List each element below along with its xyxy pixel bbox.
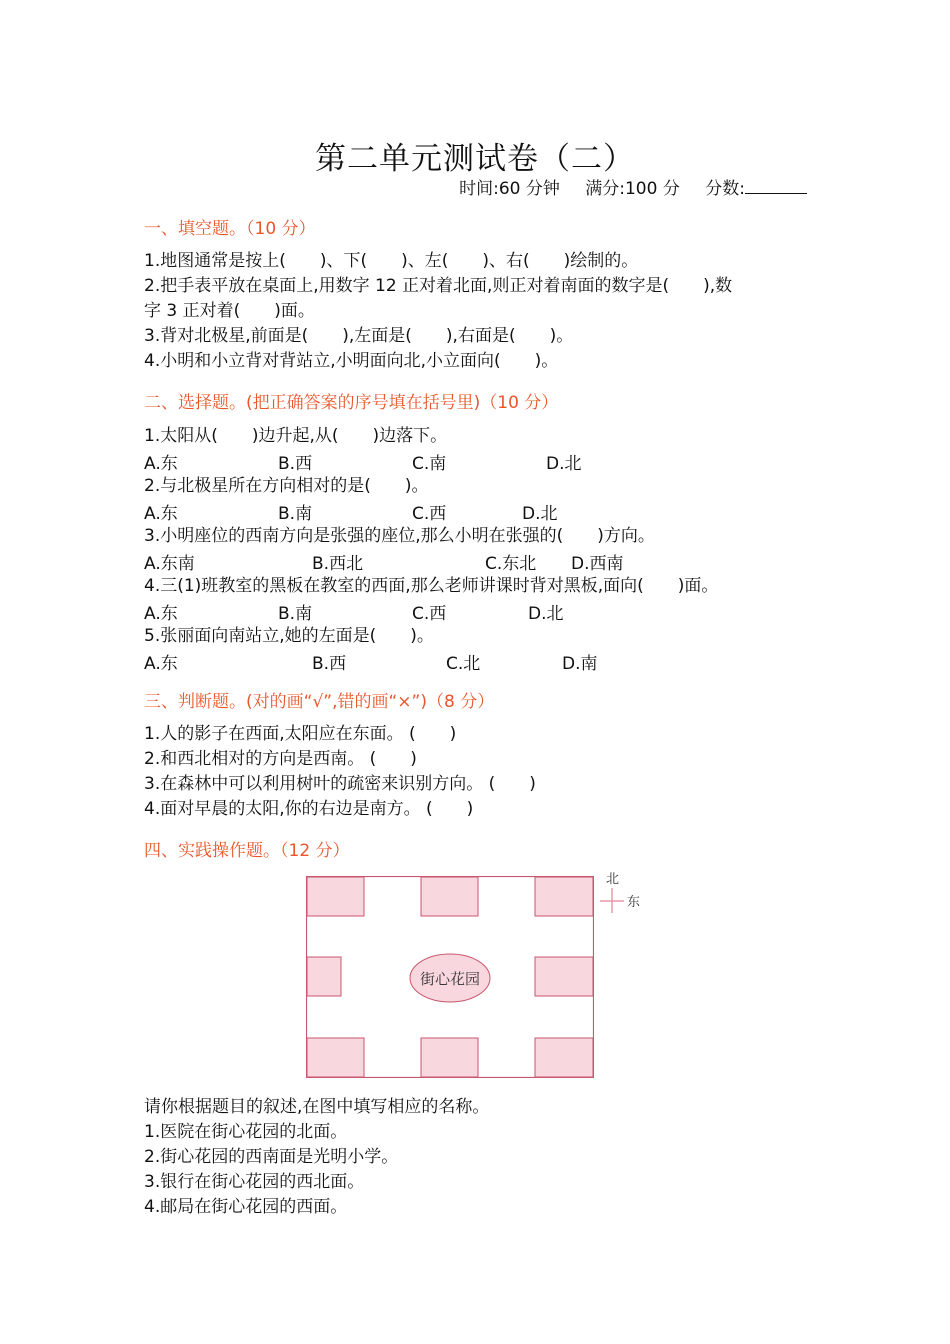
block-east[interactable] — [535, 957, 593, 996]
s2-q4-option-d: D.北 — [528, 604, 564, 624]
block-northwest[interactable] — [307, 877, 364, 916]
s2-q2-option-c: C.西 — [412, 504, 447, 524]
s4-intro: 请你根据题目的叙述,在图中填写相应的名称。 — [144, 1097, 490, 1117]
s2-q5-option-c: C.北 — [446, 654, 481, 674]
s2-q4-option-a: A.东 — [144, 604, 178, 624]
s2-q5-option-a: A.东 — [144, 654, 178, 674]
s2-q5-option-d: D.南 — [562, 654, 598, 674]
block-west[interactable] — [307, 957, 341, 996]
section-3-heading: 三、判断题。(对的画“√”,错的画“×”)（8 分） — [144, 692, 495, 712]
s2-q2-option-a: A.东 — [144, 504, 178, 524]
s3-question-2: 2.和西北相对的方向是西南。 ( ) — [144, 749, 417, 769]
street-garden-map — [306, 876, 594, 1078]
s2-q4-option-b: B.南 — [278, 604, 313, 624]
s4-question-4: 4.邮局在街心花园的西面。 — [144, 1197, 348, 1217]
s3-question-1: 1.人的影子在西面,太阳应在东面。 ( ) — [144, 724, 457, 744]
s1-question-1: 1.地图通常是按上( )、下( )、左( )、右( )绘制的。 — [144, 251, 639, 271]
full-score-label: 满分:100 分 — [585, 179, 680, 199]
s2-question-5: 5.张丽面向南站立,她的左面是( )。 — [144, 626, 434, 646]
s4-question-2: 2.街心花园的西南面是光明小学。 — [144, 1147, 399, 1167]
s2-q3-option-d: D.西南 — [571, 554, 624, 574]
s2-question-3: 3.小明座位的西南方向是张强的座位,那么小明在张强的( )方向。 — [144, 526, 655, 546]
section-1-heading: 一、填空题。（10 分） — [144, 219, 316, 239]
compass-east-label: 东 — [627, 895, 641, 910]
time-label: 时间:60 分钟 — [459, 179, 560, 199]
s2-q2-option-b: B.南 — [278, 504, 313, 524]
s3-question-3: 3.在森林中可以利用树叶的疏密来识别方向。 ( ) — [144, 774, 536, 794]
s1-question-4: 4.小明和小立背对背站立,小明面向北,小立面向( )。 — [144, 351, 559, 371]
exam-meta — [439, 174, 807, 199]
score-label: 分数: — [705, 179, 745, 199]
s2-q1-option-d: D.北 — [546, 454, 582, 474]
block-north[interactable] — [421, 877, 478, 916]
s4-question-1: 1.医院在街心花园的北面。 — [144, 1122, 348, 1142]
s2-q2-option-d: D.北 — [522, 504, 558, 524]
block-northeast[interactable] — [535, 877, 593, 916]
block-southwest[interactable] — [307, 1038, 364, 1077]
s2-q3-option-b: B.西北 — [312, 554, 364, 574]
s2-q3-option-c: C.东北 — [485, 554, 537, 574]
page-title: 第二单元测试卷（二） — [315, 141, 635, 177]
s3-question-4: 4.面对早晨的太阳,你的右边是南方。 ( ) — [144, 799, 474, 819]
s2-q4-option-c: C.西 — [412, 604, 447, 624]
s2-q1-option-b: B.西 — [278, 454, 313, 474]
s2-question-1: 1.太阳从( )边升起,从( )边落下。 — [144, 426, 448, 446]
s1-question-3: 3.背对北极星,前面是( ),左面是( ),右面是( )。 — [144, 326, 574, 346]
section-2-heading: 二、选择题。(把正确答案的序号填在括号里)（10 分） — [144, 393, 559, 413]
s2-q3-option-a: A.东南 — [144, 554, 195, 574]
compass-icon — [596, 868, 648, 916]
s2-q5-option-b: B.西 — [312, 654, 347, 674]
s2-question-4: 4.三(1)班教室的黑板在教室的西面,那么老师讲课时背对黑板,面向( )面。 — [144, 576, 719, 596]
s4-question-3: 3.银行在街心花园的西北面。 — [144, 1172, 365, 1192]
s2-question-2: 2.与北极星所在方向相对的是( )。 — [144, 476, 429, 496]
s2-q1-option-a: A.东 — [144, 454, 178, 474]
block-south[interactable] — [421, 1038, 478, 1077]
score-blank[interactable] — [745, 177, 807, 194]
s2-q1-option-c: C.南 — [412, 454, 447, 474]
section-4-heading: 四、实践操作题。（12 分） — [144, 841, 350, 861]
s1-question-2b: 字 3 正对着( )面。 — [144, 301, 315, 321]
s1-question-2a: 2.把手表平放在桌面上,用数字 12 正对着北面,则正对着南面的数字是( ),数 — [144, 276, 733, 296]
compass-north-label: 北 — [606, 872, 620, 887]
block-southeast[interactable] — [535, 1038, 593, 1077]
garden-label: 街心花园 — [419, 970, 481, 988]
